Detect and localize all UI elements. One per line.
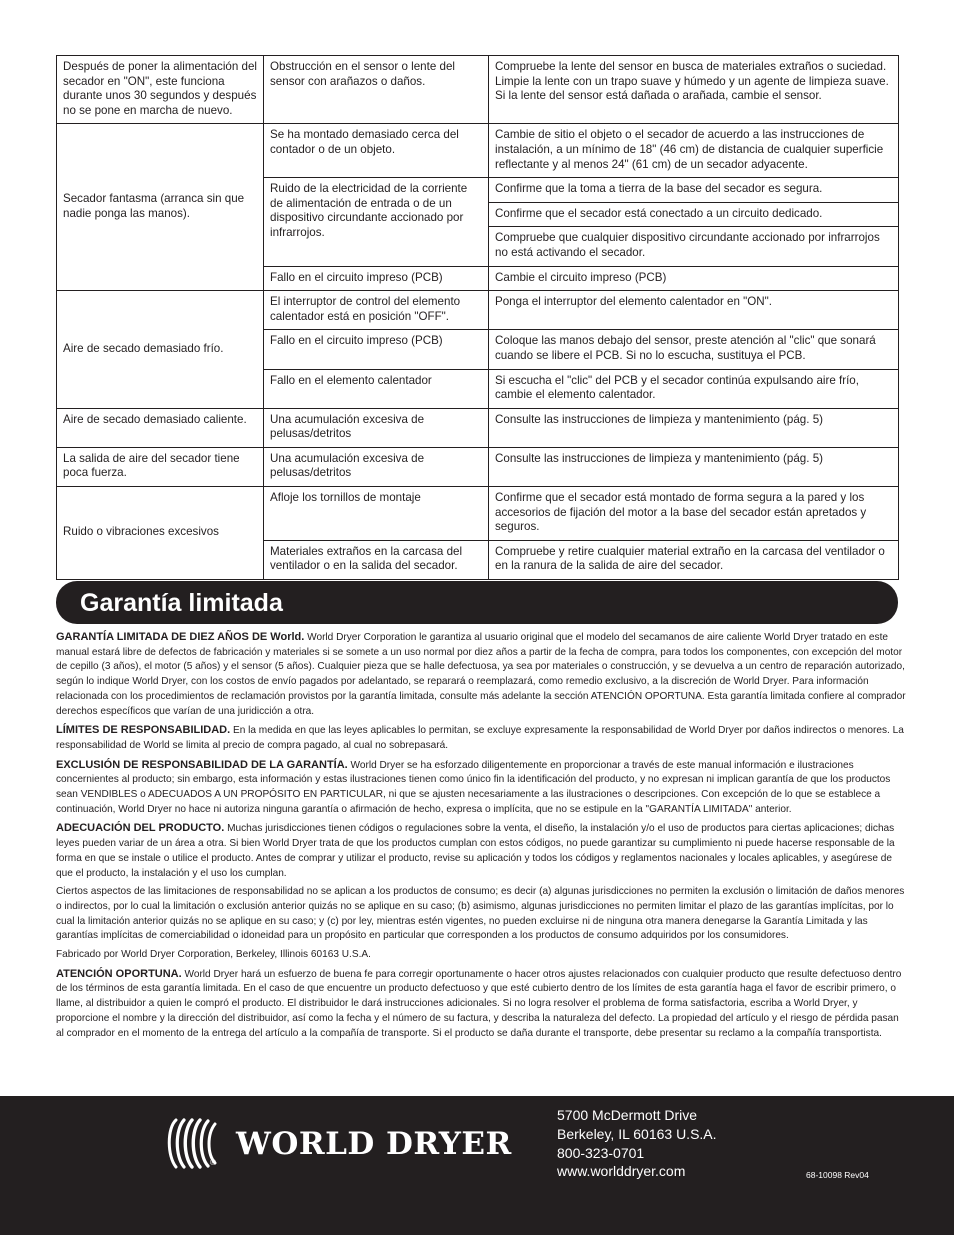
warranty-paragraph — [56, 948, 908, 963]
solution-cell: Cambie el circuito impreso (PCB) — [489, 266, 899, 291]
paragraph-heading: ADECUACIÓN DEL PRODUCTO. — [56, 822, 225, 835]
cause-cell: Ruido de la electricidad de la corriente de alimentación de entrada o de un dispositivo circundante accionado por infrarrojos. — [264, 178, 489, 266]
solution-cell: Confirme que el secador está montado de forma segura a la pared y los accesorios de fijación del motor a la base del secador están apretados y seguros. — [489, 487, 899, 541]
solution-cell: Confirme que el secador está conectado a un circuito dedicado. — [489, 202, 899, 227]
registered-mark: ® — [210, 1158, 216, 1167]
paragraph-text: Ciertos aspectos de las limitaciones de responsabilidad no se aplican a los productos de consumo; es decir (a) algunas jurisdicciones no permiten la exclusión o limitación de daños menores o indirectos, por lo cual la limitación o exclusión anterior quizás no se aplique en su caso; (b) asimismo, algunas jurisdicciones no permiten limitar el plazo de las garantías implícitas, por lo cual la limitación anterior quizás no se aplique en su caso; y (c) por ley, mientras estén vigentes, no pueden excluirse ni de ninguna otra manera denegarse la Garantía Limitada y las garantías implícitas de comerciabilidad o idoneidad para un propósito en particular que corresponden a los productos de consumo adquiridos por los consumidores. — [56, 886, 905, 942]
solution-cell: Compruebe y retire cualquier material extraño en la carcasa del ventilador o en la ranura de la salida de aire del secador. — [489, 540, 899, 579]
phone-number: 800-323-0701 — [557, 1144, 645, 1161]
table-row — [57, 447, 899, 486]
brand-name: WORLD DRYER — [236, 1126, 512, 1162]
warranty-paragraph — [56, 967, 908, 1042]
cause-cell: Afloje los tornillos de montaje — [264, 487, 489, 541]
document-number: 68-10098 Rev04 — [806, 1170, 869, 1180]
solution-cell: Cambie de sitio el objeto o el secador de acuerdo a las instrucciones de instalación, a un mínimo de 18" (46 cm) de distancia de cualquier superficie reflectante y al menos 24" (61 cm) de un secador adyacente. — [489, 124, 899, 178]
paragraph-text: World Dryer hará un esfuerzo de buena fe para corregir oportunamente o hacer otros ajustes relacionados con cualquier producto que resulte defectuoso dentro de los términos de esta garantía limitada. En el caso de que encuentre un producto defectuoso y que esté cubierto dentro de los límites de esta garantía haga el favor de escribir primero, o llame, al distribuidor a quien le compró el producto. El distribuidor le dará instrucciones adicionales. Si no logra resolver el problema de forma satisfactoria, escriba a World Dryer, y proporcione el nombre y la dirección del distribuidor, así como la fecha y el número de su factura, y describa la naturaleza del defecto. La propiedad del artículo y el riesgo de pérdida pasan al comprador en el momento de la entrega del artículo a la compañía de transporte. Si el producto se daña durante el transporte, debe presentar su reclamo a la compañía transportista. — [56, 968, 902, 1039]
paragraph-text: World Dryer se ha esforzado diligentemente en proporcionar a través de este manual información e ilustraciones concernientes al producto; sin embargo, esta información y estas ilustraciones tienen como único fin la identificación del producto, y no expresan ni implican garantía de que los productos sean VENDIBLES o ADECUADOS A UN PROPÓSITO EN PARTICULAR, ni que se ajusten necesariamente a las ilustraciones o descripciones. Con excepción de lo que se establece a continuación, World Dryer no hace ni autoriza ninguna garantía o afirmación de hecho, expresa o implícita, que no se estipule en la "GARANTÍA LIMITADA" anterior. — [56, 759, 891, 815]
table-row — [57, 487, 899, 541]
paragraph-heading: GARANTÍA LIMITADA DE DIEZ AÑOS DE World. — [56, 631, 305, 643]
paragraph-heading: LÍMITES DE RESPONSABILIDAD. — [56, 724, 231, 737]
cause-cell: Materiales extraños en la carcasa del ventilador o en la salida del secador. — [264, 540, 489, 579]
solution-cell: Ponga el interruptor del elemento calentador en "ON". — [489, 291, 899, 330]
paragraph-heading: ATENCIÓN OPORTUNA. — [56, 967, 182, 980]
paragraph-text: En la medida en que las leyes aplicables lo permitan, se excluye expresamente la responsabilidad de World Dryer por daños indirectos o menores. La responsabilidad de World se limita al precio de compra pagado, al cual no sobrepasará. — [56, 725, 904, 751]
solution-cell: Coloque las manos debajo del sensor, preste atención al "clic" que sonará cuando se libere el PCB. Si no lo escucha, sustituya el PCB. — [489, 330, 899, 369]
warranty-banner — [56, 581, 898, 624]
table-row — [57, 124, 899, 178]
cause-cell: Fallo en el circuito impreso (PCB) — [264, 266, 489, 291]
world-dryer-logo — [164, 1116, 512, 1172]
solution-cell: Consulte las instrucciones de limpieza y mantenimiento (pág. 5) — [489, 408, 899, 447]
problem-cell: La salida de aire del secador tiene poca fuerza. — [57, 447, 264, 486]
cause-cell: Se ha montado demasiado cerca del contador o de un objeto. — [264, 124, 489, 178]
paragraph-text: Fabricado por World Dryer Corporation, Berkeley, Illinois 60163 U.S.A. — [56, 949, 371, 961]
problem-cell: Aire de secado demasiado caliente. — [57, 408, 264, 447]
cause-cell: Obstrucción en el sensor o lente del sensor con arañazos o daños. — [264, 56, 489, 124]
problem-cell: Ruido o vibraciones excesivos — [57, 487, 264, 580]
website-link[interactable]: www.worlddryer.com — [557, 1163, 686, 1180]
problem-cell: Secador fantasma (arranca sin que nadie ponga las manos). — [57, 124, 264, 291]
warranty-paragraph — [56, 758, 908, 818]
solution-cell: Compruebe que cualquier dispositivo circundante accionado por infrarrojos no está activando el secador. — [489, 227, 899, 266]
problem-cell: Aire de secado demasiado frío. — [57, 291, 264, 409]
solution-cell: Compruebe la lente del sensor en busca de materiales extraños o suciedad. Limpie la lente con un trapo suave y húmedo y un agente de limpieza suave. Si la lente del sensor está dañada o arañada, cambie el sensor. — [489, 56, 899, 124]
troubleshooting-table — [56, 55, 899, 580]
table-row — [57, 408, 899, 447]
cause-cell: Una acumulación excesiva de pelusas/detritos — [264, 408, 489, 447]
table-row — [57, 56, 899, 124]
warranty-paragraph — [56, 723, 908, 753]
solution-cell: Consulte las instrucciones de limpieza y mantenimiento (pág. 5) — [489, 447, 899, 486]
address-line: 5700 McDermott Drive — [557, 1107, 698, 1123]
warranty-paragraph — [56, 885, 908, 944]
warranty-title: Garantía limitada — [80, 589, 283, 617]
paragraph-heading: EXCLUSIÓN DE RESPONSABILIDAD DE LA GARANTÍA. — [56, 758, 348, 771]
cause-cell: El interruptor de control del elemento calentador está en posición "OFF". — [264, 291, 489, 330]
cause-cell: Una acumulación excesiva de pelusas/detritos — [264, 447, 489, 486]
cause-cell: Fallo en el elemento calentador — [264, 369, 489, 408]
table-row — [57, 291, 899, 330]
address-line: Berkeley, IL 60163 U.S.A. — [557, 1125, 717, 1142]
warranty-paragraph — [56, 630, 908, 719]
paragraph-text: World Dryer Corporation le garantiza al usuario original que el modelo del secamanos de aire caliente World Dryer tratado en este manual estará libre de defectos de fabricación y materiales si se somete a un uso normal por diez años a partir de la fecha de compra, para todos los componentes, con excepción del motor de cepillo (3 años), el motor (5 años) y el sensor (5 años). Cualquier pieza que se halle defectuosa, ya sea por materiales o construcción, y se devuelva a un centro de reparación autorizado, según lo indique World Dryer, con los costos de envío pagados por adelantado, se reparará o reemplazará, como remedio exclusivo, a la discreción de World Dryer. Para información relacionada con los procedimientos de reclamación provistos por la garantía limitada, consulte más adelante la sección ATENCIÓN OPORTUNA. Esta garantía limitada confiere al comprador derechos específicos que varían de una juridicción a otra. — [56, 632, 906, 717]
warranty-body — [56, 630, 908, 1045]
footer — [0, 1096, 954, 1235]
contact-address — [557, 1106, 717, 1181]
solution-cell: Si escucha el "clic" del PCB y el secador continúa expulsando aire frío, cambie el elemento calentador. — [489, 369, 899, 408]
cause-cell: Fallo en el circuito impreso (PCB) — [264, 330, 489, 369]
paragraph-text: Muchas jurisdicciones tienen códigos o regulaciones sobre la venta, el diseño, la instalación y/o el uso de productos para ciertas aplicaciones; dichas leyes pueden variar de un área a otra. Si bien World Dryer trata de que los productos cumplan con estos códigos, no puede garantizar su cumplimiento ni puede hacerse responsable de la forma en que se instale o utilice el producto. Antes de comprar y utilizar el producto, revise su aplicación y todos los códigos y reglamentos nacionales y locales aplicables, y asegúrese de que el producto, la instalación y el uso los cumplan. — [56, 823, 895, 879]
warranty-paragraph — [56, 821, 908, 881]
solution-cell: Confirme que la toma a tierra de la base del secador es segura. — [489, 178, 899, 203]
problem-cell: Después de poner la alimentación del secador en "ON", este funciona durante unos 30 segundos y después no se pone en marcha de nuevo. — [57, 56, 264, 124]
